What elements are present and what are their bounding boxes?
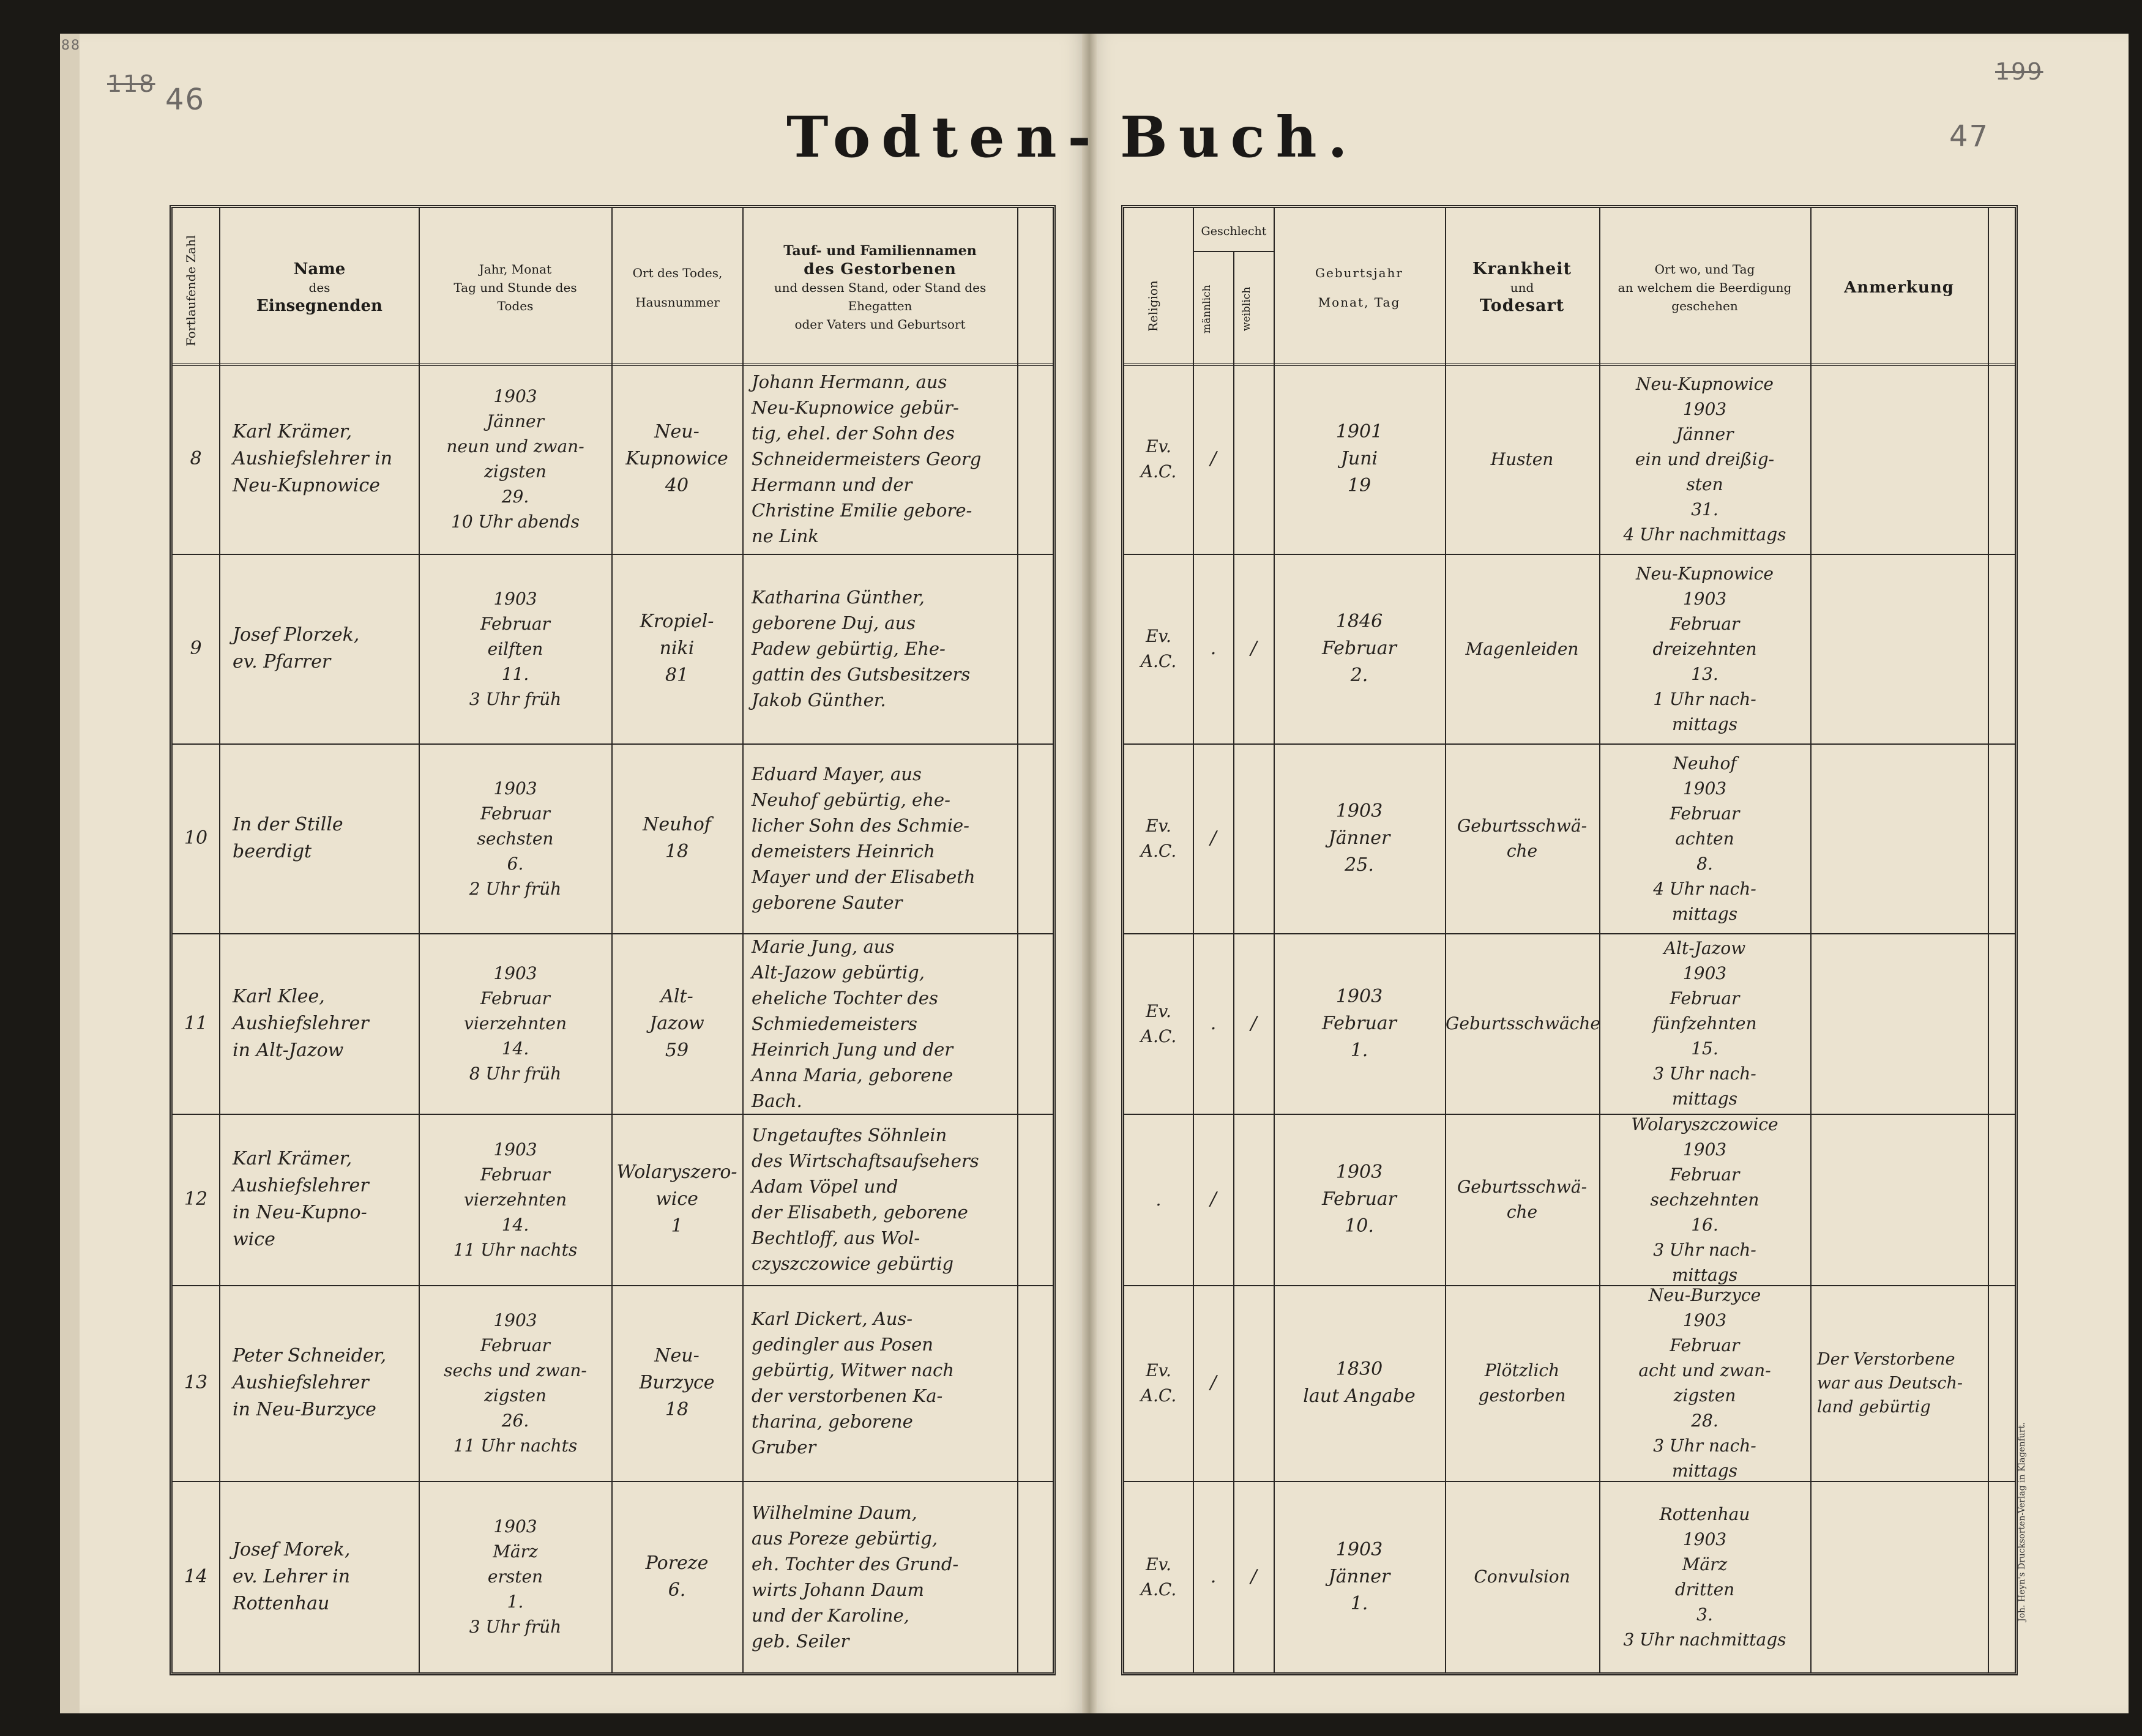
- title-right: Buch.: [1120, 104, 1359, 170]
- entry-deceased: Karl Dickert, Aus- gedingler aus Posen gebürtig, Witwer nach der verstorbenen Ka- tharina, geborene Gruber: [752, 1308, 954, 1458]
- entry-female: /: [1250, 1012, 1257, 1034]
- entry-birth: 1901 Juni 19: [1335, 421, 1383, 496]
- entry-place: Poreze 6.: [645, 1552, 709, 1601]
- entry-num: 12: [184, 1188, 208, 1210]
- entry-officiant: Karl Krämer, Aushiefslehrer in Neu-Kupnowice: [233, 421, 393, 496]
- entry-date: 1903 Jänner neun und zwan- zigsten 29. 10 Uhr abends: [446, 386, 584, 532]
- entry-officiant: In der Stille beerdigt: [233, 814, 343, 862]
- entry-place: Alt- Jazow 59: [649, 985, 704, 1061]
- header-sex: Geschlecht: [1201, 225, 1267, 238]
- entry-officiant: Josef Morek, ev. Lehrer in Rottenhau: [233, 1538, 351, 1614]
- entry-male: /: [1210, 1372, 1217, 1393]
- entry-deceased: Marie Jung, aus Alt-Jazow gebürtig, eheliche Tochter des Schmiedemeisters Heinrich Jung und der Anna Maria, geborene Bach.: [752, 936, 953, 1111]
- entry-num: 11: [184, 1012, 208, 1034]
- entry-birth: 1830 laut Angabe: [1303, 1358, 1416, 1407]
- header-date: Jahr, Monat Tag und Stunde des Todes: [453, 262, 577, 313]
- entry-male: /: [1210, 827, 1217, 849]
- entry-num: 10: [184, 827, 208, 849]
- entry-place: Kropiel- niki 81: [640, 611, 714, 686]
- entry-burial: Rottenhau 1903 März dritten 3. 3 Uhr nachmittags: [1623, 1503, 1786, 1650]
- header-religion: Religion: [1146, 280, 1160, 332]
- entry-remark: [1817, 1114, 1981, 1285]
- entry-female: /: [1250, 1565, 1257, 1587]
- corner-mark: 88: [61, 38, 81, 53]
- title-left: Todten-: [786, 104, 1102, 170]
- page-number-right: 47: [1949, 119, 1990, 154]
- entry-religion: .: [1155, 1189, 1162, 1210]
- page-number-left: 46: [165, 83, 206, 117]
- header-officiant: Name des Einsegnenden: [256, 260, 382, 315]
- entry-disease: Convulsion: [1474, 1566, 1570, 1587]
- header-number: Fortlaufende Zahl: [184, 235, 198, 346]
- entry-religion: Ev. A.C.: [1140, 1360, 1177, 1406]
- header-female: weiblich: [1241, 286, 1253, 332]
- entry-place: Wolaryszero- wice 1: [616, 1161, 737, 1237]
- entry-female: [1234, 1285, 1274, 1481]
- entry-officiant: Josef Plorzek, ev. Pfarrer: [233, 624, 360, 672]
- entry-remark: [1817, 364, 1981, 554]
- entry-place: Neuhof 18: [643, 814, 711, 862]
- entry-date: 1903 Februar sechs und zwan- zigsten 26. 11 Uhr nachts: [444, 1310, 587, 1456]
- entry-date: 1903 Februar vierzehnten 14. 8 Uhr früh: [464, 963, 567, 1084]
- header-birth: Geburtsjahr Monat, Tag: [1315, 266, 1403, 310]
- entry-officiant: Karl Klee, Aushiefslehrer in Alt-Jazow: [233, 985, 369, 1061]
- entry-disease: Plötzlich gestorben: [1478, 1360, 1566, 1406]
- entry-officiant: Peter Schneider, Aushiefslehrer in Neu-Burzyce: [233, 1345, 387, 1420]
- entry-disease: Geburtsschwäche: [1446, 1013, 1600, 1034]
- entry-remark: [1817, 554, 1981, 743]
- entry-religion: Ev. A.C.: [1140, 1554, 1177, 1600]
- entry-date: 1903 Februar sechsten 6. 2 Uhr früh: [469, 778, 562, 899]
- entry-deceased: Ungetauftes Söhnlein des Wirtschaftsaufsehers Adam Vöpel und der Elisabeth, geborene Bechtloff, aus Wol- czyszczowice gebürtig: [752, 1125, 979, 1274]
- entry-birth: 1903 Februar 10.: [1321, 1161, 1397, 1237]
- entry-male: .: [1210, 1012, 1217, 1034]
- entry-birth: 1903 Jänner 25.: [1328, 800, 1390, 876]
- entry-burial: Neu-Burzyce 1903 Februar acht und zwan- zigsten 28. 3 Uhr nach- mittags: [1638, 1285, 1771, 1481]
- entry-remark: [1817, 933, 1981, 1114]
- header-male: männlich: [1201, 285, 1213, 333]
- entry-remark: [1817, 1481, 1981, 1672]
- entry-date: 1903 Februar eilften 11. 3 Uhr früh: [469, 588, 562, 709]
- entry-place: Neu- Burzyce 18: [639, 1345, 715, 1420]
- entry-burial: Neu-Kupnowice 1903 Jänner ein und dreißig- sten 31. 4 Uhr nachmittags: [1623, 373, 1786, 545]
- entry-religion: Ev. A.C.: [1140, 626, 1177, 671]
- entry-female: /: [1250, 638, 1257, 659]
- entry-religion: Ev. A.C.: [1140, 816, 1177, 861]
- entry-disease: Geburtsschwä- che: [1457, 816, 1588, 861]
- entry-female: [1234, 1114, 1274, 1285]
- right-register-table: [1121, 205, 2018, 1675]
- header-deceased: Tauf- und Familiennamen des Gestorbenen und dessen Stand, oder Stand des Ehegatten oder Vaters und Geburtsort: [774, 243, 987, 332]
- header-burial: Ort wo, und Tag an welchem die Beerdigung geschehen: [1618, 262, 1792, 313]
- entry-disease: Geburtsschwä- che: [1457, 1177, 1588, 1222]
- entry-religion: Ev. A.C.: [1140, 436, 1177, 482]
- left-register-table: [170, 205, 1056, 1675]
- entry-deceased: Katharina Günther, geborene Duj, aus Padew gebürtig, Ehe- gattin des Gutsbesitzers Jakob Günther.: [752, 587, 971, 710]
- page-stack-edge: [60, 34, 80, 1713]
- entry-officiant: Karl Krämer, Aushiefslehrer in Neu-Kupno- wice: [233, 1148, 369, 1250]
- entry-deceased: Eduard Mayer, aus Neuhof gebürtig, ehe- licher Sohn des Schmie- demeisters Heinrich Mayer und der Elisabeth geborene Sauter: [752, 764, 976, 913]
- entry-deceased: Wilhelmine Daum, aus Poreze gebürtig, eh. Tochter des Grund- wirts Johann Daum und der Karoline, geb. Seiler: [752, 1502, 959, 1652]
- entry-num: 8: [190, 448, 202, 469]
- entry-date: 1903 Februar vierzehnten 14. 11 Uhr nachts: [453, 1139, 578, 1260]
- entry-religion: Ev. A.C.: [1140, 1000, 1177, 1046]
- entry-num: 14: [184, 1565, 208, 1587]
- entry-female: [1234, 364, 1274, 554]
- entry-male: .: [1210, 638, 1217, 659]
- entry-burial: Neuhof 1903 Februar achten 8. 4 Uhr nach- mittags: [1653, 753, 1756, 924]
- entry-disease: Husten: [1490, 449, 1554, 469]
- entry-date: 1903 März ersten 1. 3 Uhr früh: [469, 1516, 562, 1637]
- entry-birth: 1903 Jänner 1.: [1328, 1538, 1390, 1614]
- entry-birth: 1903 Februar 1.: [1321, 985, 1397, 1061]
- entry-burial: Wolaryszczowice 1903 Februar sechzehnten 16. 3 Uhr nach- mittags: [1631, 1114, 1778, 1285]
- entry-male: /: [1210, 1188, 1217, 1210]
- entry-remark: [1817, 743, 1981, 933]
- printer-imprint: Joh. Heyn's Drucksorten-Verlag in Klagenfurt.: [2017, 1422, 2027, 1622]
- entry-burial: Alt-Jazow 1903 Februar fünfzehnten 15. 3 Uhr nach- mittags: [1652, 938, 1757, 1109]
- old-page-number-right: 199: [1995, 58, 2043, 85]
- entry-remark: Der Verstorbene war aus Deutsch- land gebürtig: [1817, 1349, 1963, 1417]
- entry-place: Neu- Kupnowice 40: [625, 421, 728, 496]
- entry-female: [1234, 743, 1274, 933]
- header-remark: Anmerkung: [1844, 278, 1954, 297]
- entry-num: 9: [190, 638, 202, 659]
- old-page-number-left: 118: [107, 70, 155, 97]
- entry-male: .: [1210, 1565, 1217, 1587]
- entry-disease: Magenleiden: [1465, 638, 1579, 659]
- entry-burial: Neu-Kupnowice 1903 Februar dreizehnten 13. 1 Uhr nach- mittags: [1636, 563, 1774, 734]
- header-place: Ort des Todes, Hausnummer: [632, 266, 723, 310]
- entry-birth: 1846 Februar 2.: [1321, 611, 1397, 686]
- book-gutter: [1082, 34, 1097, 1713]
- header-disease: Krankheit und Todesart: [1472, 259, 1572, 315]
- entry-num: 13: [184, 1372, 208, 1393]
- entry-male: /: [1210, 448, 1217, 469]
- entry-deceased: Johann Hermann, aus Neu-Kupnowice gebür- tig, ehel. der Sohn des Schneidermeisters Georg Hermann und der Christine Emilie gebore- ne Link: [752, 371, 982, 546]
